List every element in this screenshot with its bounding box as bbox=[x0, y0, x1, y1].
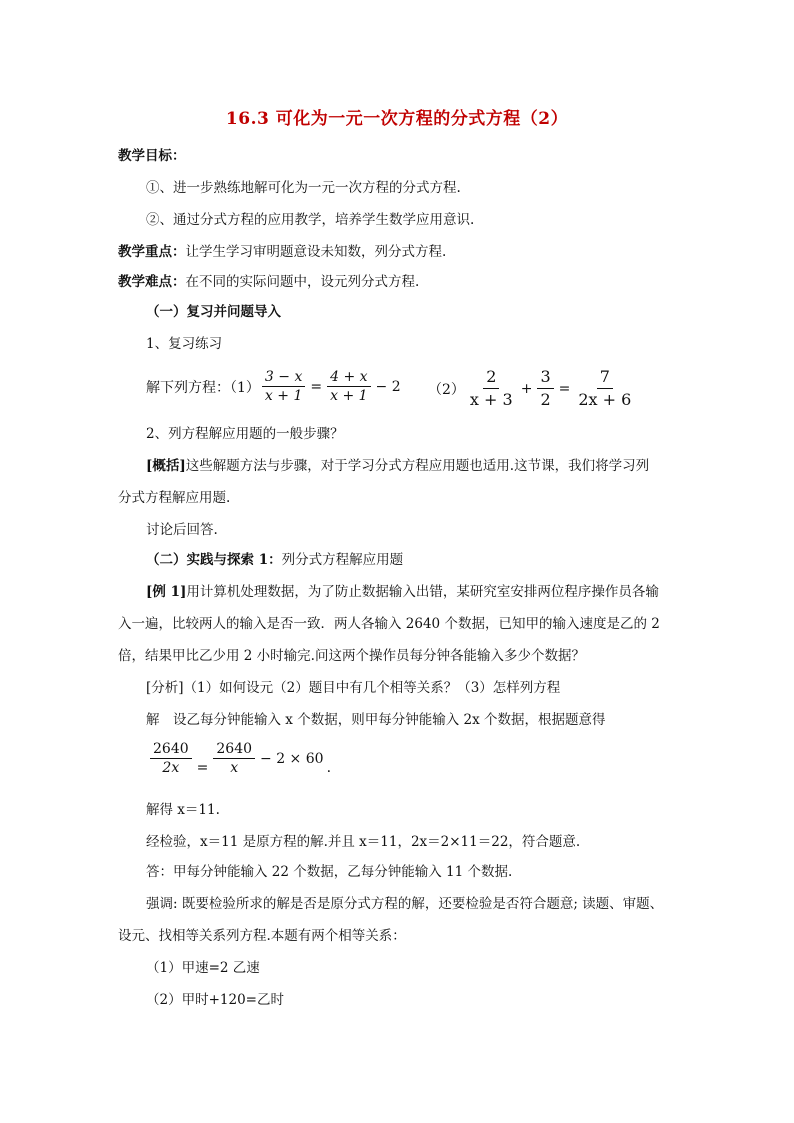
eq2-equals: = bbox=[558, 380, 571, 397]
eq3-left-den: 2x bbox=[162, 760, 180, 776]
eq1-right-den: x + 1 bbox=[330, 388, 368, 404]
check-line: 经检验，x＝11 是原方程的解.并且 x＝11，2x＝2×11＝22，符合题意. bbox=[146, 834, 581, 850]
page-title: 16.3 可化为一元一次方程的分式方程（2） bbox=[225, 109, 569, 129]
eq3-dot: . bbox=[326, 759, 332, 776]
eq1-left-fraction bbox=[262, 368, 305, 405]
goals-label: 教学目标： bbox=[118, 148, 186, 164]
equation-1 bbox=[146, 368, 404, 405]
relation-1: （1）甲速=2 乙速 bbox=[146, 960, 260, 976]
eq1-right-num: 4 + x bbox=[327, 368, 370, 387]
eq2-c-num: 7 bbox=[597, 366, 613, 389]
eq1-left-num: 3 − x bbox=[262, 368, 305, 387]
eq2-fraction-b bbox=[537, 366, 553, 411]
eq3-right-num: 2640 bbox=[213, 740, 255, 759]
example-label: [例 1] bbox=[146, 584, 187, 600]
eq1-left-den: x + 1 bbox=[264, 388, 303, 404]
relation-2: （2）甲时+120=乙时 bbox=[146, 992, 284, 1008]
focus-label: 教学重点： bbox=[118, 244, 186, 260]
summary-text-1: 这些解题方法与步骤，对于学习分式方程应用题也适用.这节课，我们将学习列 bbox=[185, 458, 650, 474]
summary-line-2: 分式方程解应用题. bbox=[118, 490, 231, 506]
section2-heading-line bbox=[146, 550, 403, 570]
analysis-line: [分析]（1）如何设元（2）题目中有几个相等关系？（3）怎样列方程 bbox=[146, 680, 561, 696]
eq1-equals: = bbox=[310, 378, 323, 395]
goal-item-1: ①、进一步熟练地解可化为一元一次方程的分式方程. bbox=[146, 180, 461, 196]
focus-line bbox=[118, 242, 446, 262]
steps-question: 2、列方程解应用题的一般步骤？ bbox=[146, 426, 344, 442]
eq1-right-fraction bbox=[327, 368, 370, 405]
result-line: 解得 x＝11. bbox=[146, 802, 220, 818]
example-line-1 bbox=[146, 582, 659, 602]
difficulty-line bbox=[118, 272, 419, 292]
solve-prefix: 解下列方程：（1） bbox=[146, 379, 260, 396]
eq2-c-den: 2x + 6 bbox=[578, 390, 632, 409]
goal-item-2: ②、通过分式方程的应用教学，培养学生数学应用意识. bbox=[146, 212, 475, 228]
eq2-b-num: 3 bbox=[537, 366, 553, 389]
eq2-fraction-c bbox=[575, 366, 634, 411]
eq2-a-den: x + 3 bbox=[469, 390, 513, 409]
equation-2 bbox=[428, 366, 636, 411]
focus-text: 让学生学习审明题意设未知数，列分式方程. bbox=[185, 244, 447, 260]
eq2-plus: + bbox=[520, 380, 533, 397]
equation-3 bbox=[148, 740, 331, 777]
eq3-equals: = bbox=[196, 759, 209, 776]
emphasis-line-2: 设元、找相等关系列方程.本题有两个相等关系： bbox=[118, 928, 406, 944]
eq2-b-den: 2 bbox=[540, 390, 551, 409]
example-text-1: 用计算机处理数据，为了防止数据输入出错，某研究室安排两位程序操作员各输 bbox=[186, 584, 659, 600]
section2-heading-rest: 列分式方程解应用题 bbox=[281, 552, 404, 568]
eq3-left-fraction bbox=[150, 740, 192, 777]
review-item: 1、复习练习 bbox=[146, 336, 223, 352]
difficulty-label: 教学难点： bbox=[118, 274, 186, 290]
example-line-3: 倍，结果甲比乙少用 2 小时输完.问这两个操作员每分钟各能输入多少个数据？ bbox=[118, 648, 585, 664]
summary-label: [概括] bbox=[146, 458, 186, 474]
section2-heading: （二）实践与探索 1： bbox=[146, 552, 282, 568]
eq3-left-num: 2640 bbox=[150, 740, 192, 759]
example-line-2: 入一遍，比较两人的输入是否一致．两人各输入 2640 个数据，已知甲的输入速度是乙的 2 bbox=[118, 616, 660, 632]
eq3-right-fraction bbox=[213, 740, 255, 777]
eq2-fraction-a bbox=[467, 366, 516, 411]
solution-line: 解 设乙每分钟能输入 x 个数据，则甲每分钟能输入 2x 个数据，根据题意得 bbox=[146, 712, 606, 728]
emphasis-line-1: 强调: 既要检验所求的解是否是原分式方程的解，还要检验是否符合题意; 读题、审题、 bbox=[146, 896, 664, 912]
discuss-line: 讨论后回答. bbox=[146, 522, 218, 538]
summary-line-1 bbox=[146, 456, 649, 476]
answer-line: 答：甲每分钟能输入 22 个数据，乙每分钟能输入 11 个数据. bbox=[146, 864, 513, 880]
eq3-tail: − 2 × 60 bbox=[260, 750, 324, 767]
eq3-right-den: x bbox=[230, 760, 239, 776]
eq2-prefix: （2） bbox=[428, 381, 465, 398]
eq2-a-num: 2 bbox=[483, 366, 499, 389]
eq1-tail: − 2 bbox=[375, 378, 401, 395]
difficulty-text: 在不同的实际问题中，设元列分式方程. bbox=[185, 274, 420, 290]
section1-heading: （一）复习并问题导入 bbox=[146, 304, 281, 320]
